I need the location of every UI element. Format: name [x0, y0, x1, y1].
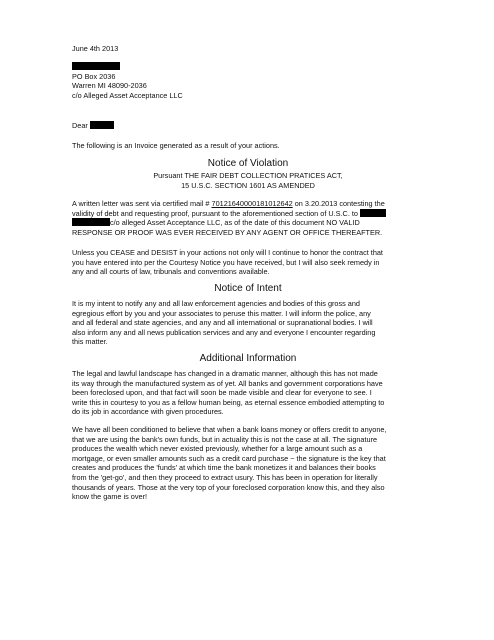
letter-date: June 4th 2013	[72, 44, 119, 53]
certified-mail-number: 70121640000181012642	[211, 199, 293, 208]
intent-paragraph: It is my intent to notify any and all law enforcement agencies and bodies of this gross and egregious effort by you and your associates to peruse this matter. I will inform the police, any and all federal and state agencies, and any and all international or supranational bodies. I will also inform any and all news publication services and any and everyone I encounter regarding this matter.	[72, 299, 376, 347]
violation-paragraph-1: A written letter was sent via certified mail # 70121640000181012642 on 3.20.2013 contesting the validity of debt and requesting proof, pursuant to the aforementioned section of U.S.C. to c/o alleged Asset Acceptance LLC, as of the date of this document NO VALID RESPONSE OR PROOF WAS EVER RECEIVED BY ANY AGENT OR OFFICE THEREAFTER.	[72, 199, 385, 237]
redacted-name	[72, 62, 120, 70]
salutation: Dear	[72, 121, 424, 131]
violation-paragraph-2: Unless you CEASE and DESIST in your actions not only will I continue to honor the contract that you have entered into per the Courtesy Notice you have received, but I will also seek remedy in any and all courts of law, tribunals and conventions available.	[72, 248, 383, 277]
redacted-recipient	[90, 121, 114, 129]
notice-of-intent-heading: Notice of Intent	[214, 283, 282, 294]
redacted-text	[72, 218, 110, 226]
additional-paragraph-1: The legal and lawful landscape has changed in a dramatic manner, although this has not made its way through the manufactured system as of yet. All banks and government corporations have been foreclosed upon, and that fact will soon be made visible and clear for everyone to see. I write this in courtesy to you as a fellow human being, as eternal essence embodied attempting to do its job in accordance with given procedures.	[72, 369, 385, 417]
recipient-address: PO Box 2036 Warren MI 48090-2036 c/o Alleged Asset Acceptance LLC	[72, 62, 424, 100]
additional-paragraph-2: We have all been conditioned to believe that when a bank loans money or offers credit to anyone, that we are using the bank's own funds, but in actuality this is not the case at all. The signature produces the wealth which never existed previously, whether for a large amount such as a mortgage, or even smaller amounts such as a credit card purchase ~ the signature is the key that creates and produces the 'funds' at which time the bank monetizes it and balances their books from the 'get-go', and then they proceed to extract usury. This has been in operation for literally thousands of years. Those at the very top of your foreclosed corporation know this, and they also know the game is over!	[72, 425, 387, 502]
violation-subheading-2: 15 U.S.C. SECTION 1601 AS AMENDED	[181, 181, 315, 190]
notice-of-violation-heading: Notice of Violation	[207, 158, 289, 169]
additional-information-heading: Additional Information	[199, 353, 297, 364]
intro-text: The following is an Invoice generated as a result of your actions.	[72, 141, 280, 150]
redacted-text	[360, 209, 386, 217]
violation-subheading-1: Pursuant THE FAIR DEBT COLLECTION PRATICES ACT,	[153, 171, 343, 180]
